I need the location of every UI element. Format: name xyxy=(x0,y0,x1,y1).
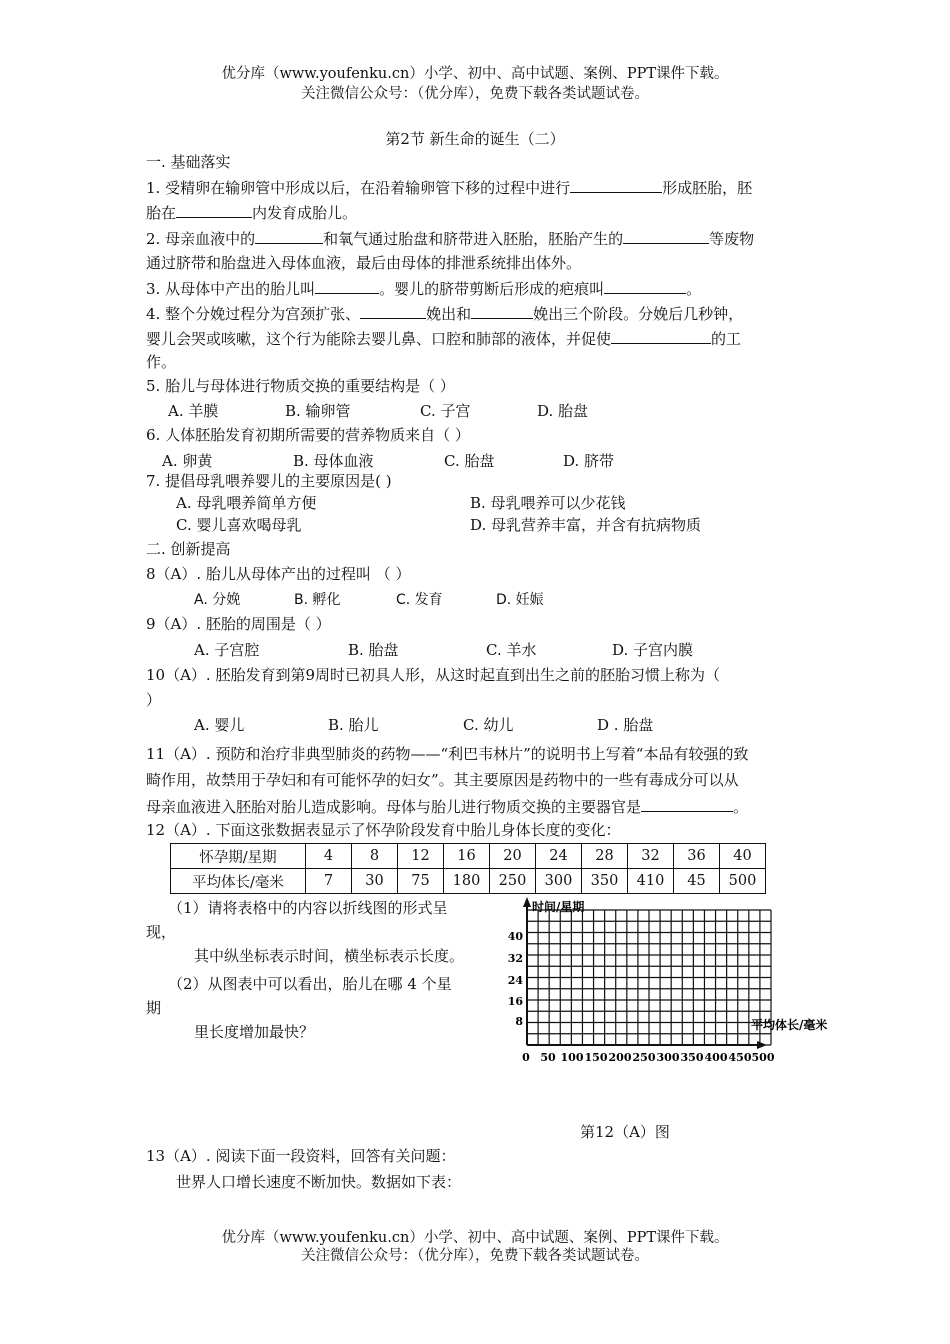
x-tick-label: 200 xyxy=(608,1051,632,1064)
question-1-line-1: 1. 受精卵在输卵管中形成以后，在沿着输卵管下移的过程中进行 形成胚胎，胚 xyxy=(146,179,753,197)
question-4-line-2: 婴儿会哭或咳嗽，这个行为能除去婴儿鼻、口腔和肺部的液体，并促使 的工 xyxy=(146,330,742,348)
question-4-line-1: 4. 整个分娩过程分为宫颈扩张、 娩出和 娩出三个阶段。分娩后几秒钟， xyxy=(146,305,744,323)
header-line-1: 优分库（www.youfenku.cn）小学、初中、高中试题、案例、PPT课件下载。 xyxy=(221,66,729,82)
table-cell: 7 xyxy=(306,869,352,894)
question-5-stem: 5. 胎儿与母体进行物质交换的重要结构是（ ） xyxy=(146,377,455,395)
option-d[interactable]: D. 母乳营养丰富，并含有抗病物质 xyxy=(470,516,702,534)
option-a[interactable]: A. 分娩 xyxy=(194,592,241,608)
answer-blank[interactable] xyxy=(471,303,533,319)
option-b[interactable]: B. 胎盘 xyxy=(348,641,399,659)
option-c[interactable]: C. 羊水 xyxy=(486,641,537,659)
table-row xyxy=(171,844,766,869)
figure-caption: 第12（A）图 xyxy=(580,1123,670,1141)
question-12-part-2-line-3: 里长度增加最快？ xyxy=(194,1023,315,1041)
growth-data-table xyxy=(170,843,766,894)
question-13-text: 世界人口增长速度不断加快。数据如下表： xyxy=(176,1173,462,1191)
question-2-line-2: 通过脐带和胎盘进入母体血液，最后由母体的排泄系统排出体外。 xyxy=(146,254,582,272)
question-8-stem: 8（A）. 胎儿从母体产出的过程叫 （ ） xyxy=(146,565,411,583)
x-tick-label: 0 xyxy=(522,1051,530,1064)
table-cell: 36 xyxy=(674,844,720,869)
option-d[interactable]: D. 脐带 xyxy=(563,452,615,470)
grid-lines xyxy=(527,910,771,1045)
option-a[interactable]: A. 婴儿 xyxy=(194,716,245,734)
x-axis-arrow xyxy=(757,1041,767,1049)
question-6-stem: 6. 人体胚胎发育初期所需要的营养物质来自（ ） xyxy=(146,426,470,444)
y-tick-label: 24 xyxy=(507,974,523,987)
answer-blank[interactable] xyxy=(360,303,426,319)
question-1-line-2: 胎在 内发育成胎儿。 xyxy=(146,204,358,222)
option-a[interactable]: A. 子宫腔 xyxy=(194,641,260,659)
option-d[interactable]: D . 胎盘 xyxy=(597,716,654,734)
table-cell: 4 xyxy=(306,844,352,869)
question-3: 3. 从母体中产出的胎儿叫 。婴儿的脐带剪断后形成的疤痕叫 。 xyxy=(146,280,702,298)
x-axis-label: 平均体长/毫米 xyxy=(751,1018,828,1032)
table-row xyxy=(171,869,766,894)
y-axis-arrow xyxy=(523,897,531,907)
header-line-2: 关注微信公众号：（优分库），免费下载各类试题试卷。 xyxy=(301,86,649,102)
table-cell: 16 xyxy=(444,844,490,869)
table-cell: 12 xyxy=(398,844,444,869)
option-d[interactable]: D. 胎盘 xyxy=(537,402,589,420)
question-2-line-1: 2. 母亲血液中的 和氧气通过胎盘和脐带进入胚胎，胚胎产生的 等废物 xyxy=(146,230,755,248)
y-tick-label: 8 xyxy=(515,1015,523,1028)
option-c[interactable]: C. 婴儿喜欢喝母乳 xyxy=(176,516,302,534)
option-d[interactable]: D. 子宫内膜 xyxy=(612,641,694,659)
option-a[interactable]: A. 卵黄 xyxy=(162,452,213,470)
blank-graph-grid[interactable] xyxy=(495,895,855,1070)
table-cell: 32 xyxy=(628,844,674,869)
table-cell: 350 xyxy=(582,869,628,894)
table-cell: 75 xyxy=(398,869,444,894)
x-tick-label: 300 xyxy=(656,1051,680,1064)
table-cell: 500 xyxy=(720,869,766,894)
question-11-line-3: 母亲血液进入胚胎对胎儿造成影响。母体与胎儿进行物质交换的主要器官是 。 xyxy=(146,798,749,816)
question-7-stem: 7. 提倡母乳喂养婴儿的主要原因是( ) xyxy=(146,472,392,490)
table-cell: 45 xyxy=(674,869,720,894)
table-cell: 410 xyxy=(628,869,674,894)
question-13-stem: 13（A）. 阅读下面一段资料，回答有关问题： xyxy=(146,1147,456,1165)
question-4-line-3: 作。 xyxy=(146,353,177,371)
question-12-part-1-line-1: （1）请将表格中的内容以折线图的形式呈 xyxy=(168,899,448,917)
answer-blank[interactable] xyxy=(315,278,379,294)
question-12-part-2-line-1: （2）从图表中可以看出，胎儿在哪 4 个星 xyxy=(168,975,452,993)
table-header-cell: 怀孕期/星期 xyxy=(171,844,306,869)
x-tick-label: 250 xyxy=(632,1051,656,1064)
question-11-line-2: 畸作用，故禁用于孕妇和有可能怀孕的妇女”。其主要原因是药物中的一些有毒成分可以从 xyxy=(146,771,739,789)
answer-blank[interactable] xyxy=(623,228,709,244)
option-a[interactable]: A. 羊膜 xyxy=(168,402,219,420)
footer-line-2: 关注微信公众号：（优分库），免费下载各类试题试卷。 xyxy=(301,1248,649,1264)
section-basic: 一. 基础落实 xyxy=(146,153,231,171)
option-d[interactable]: D. 妊娠 xyxy=(496,592,544,608)
table-cell: 24 xyxy=(536,844,582,869)
x-tick-label: 450 xyxy=(728,1051,752,1064)
option-c[interactable]: C. 子宫 xyxy=(420,402,471,420)
question-9-stem: 9（A）. 胚胎的周围是（ ） xyxy=(146,615,331,633)
x-tick-label: 100 xyxy=(560,1051,584,1064)
question-11-line-1: 11（A）. 预防和治疗非典型肺炎的药物——“利巴韦林片”的说明书上写着“本品有较强的致 xyxy=(146,745,749,763)
question-10-line-1: 10（A）. 胚胎发育到第9周时已初具人形，从这时起直到出生之前的胚胎习惯上称为（ xyxy=(146,666,721,684)
answer-blank[interactable] xyxy=(604,278,686,294)
table-cell: 40 xyxy=(720,844,766,869)
answer-blank[interactable] xyxy=(641,796,733,812)
y-tick-label: 32 xyxy=(507,952,523,965)
page-title: 第2节 新生命的诞生（二） xyxy=(385,130,565,148)
section-advanced: 二. 创新提高 xyxy=(146,540,231,558)
table-header-cell: 平均体长/毫米 xyxy=(171,869,306,894)
x-tick-label: 350 xyxy=(680,1051,704,1064)
y-axis-label: 时间/星期 xyxy=(532,900,585,914)
answer-blank[interactable] xyxy=(255,228,323,244)
table-cell: 28 xyxy=(582,844,628,869)
option-b[interactable]: B. 孵化 xyxy=(294,592,341,608)
y-tick-label: 16 xyxy=(507,995,523,1008)
option-b[interactable]: B. 输卵管 xyxy=(285,402,351,420)
question-12-part-1-line-2: 现， xyxy=(146,923,177,941)
answer-blank[interactable] xyxy=(611,328,711,344)
question-10-line-2: ） xyxy=(146,691,162,709)
table-cell: 300 xyxy=(536,869,582,894)
option-b[interactable]: B. 胎儿 xyxy=(328,716,379,734)
table-cell: 30 xyxy=(352,869,398,894)
table-cell: 8 xyxy=(352,844,398,869)
question-12-part-1-line-3: 其中纵坐标表示时间，横坐标表示长度。 xyxy=(194,947,465,965)
table-cell: 250 xyxy=(490,869,536,894)
table-cell: 20 xyxy=(490,844,536,869)
footer-line-1: 优分库（www.youfenku.cn）小学、初中、高中试题、案例、PPT课件下载。 xyxy=(221,1230,729,1246)
x-tick-label: 150 xyxy=(584,1051,608,1064)
option-a[interactable]: A. 母乳喂养简单方便 xyxy=(176,494,317,512)
table-cell: 180 xyxy=(444,869,490,894)
y-tick-label: 40 xyxy=(507,930,523,943)
option-c[interactable]: C. 幼儿 xyxy=(463,716,514,734)
question-12-part-2-line-2: 期 xyxy=(146,999,162,1017)
x-tick-label: 400 xyxy=(704,1051,728,1064)
option-c[interactable]: C. 胎盘 xyxy=(444,452,495,470)
option-b[interactable]: B. 母乳喂养可以少花钱 xyxy=(470,494,626,512)
answer-blank[interactable] xyxy=(570,177,662,193)
x-tick-label: 500 xyxy=(751,1051,775,1064)
x-tick-label: 50 xyxy=(540,1051,556,1064)
option-c[interactable]: C. 发育 xyxy=(396,592,443,608)
question-12-stem: 12（A）. 下面这张数据表显示了怀孕阶段发育中胎儿身体长度的变化： xyxy=(146,821,621,839)
option-b[interactable]: B. 母体血液 xyxy=(293,452,374,470)
answer-blank[interactable] xyxy=(176,202,252,218)
